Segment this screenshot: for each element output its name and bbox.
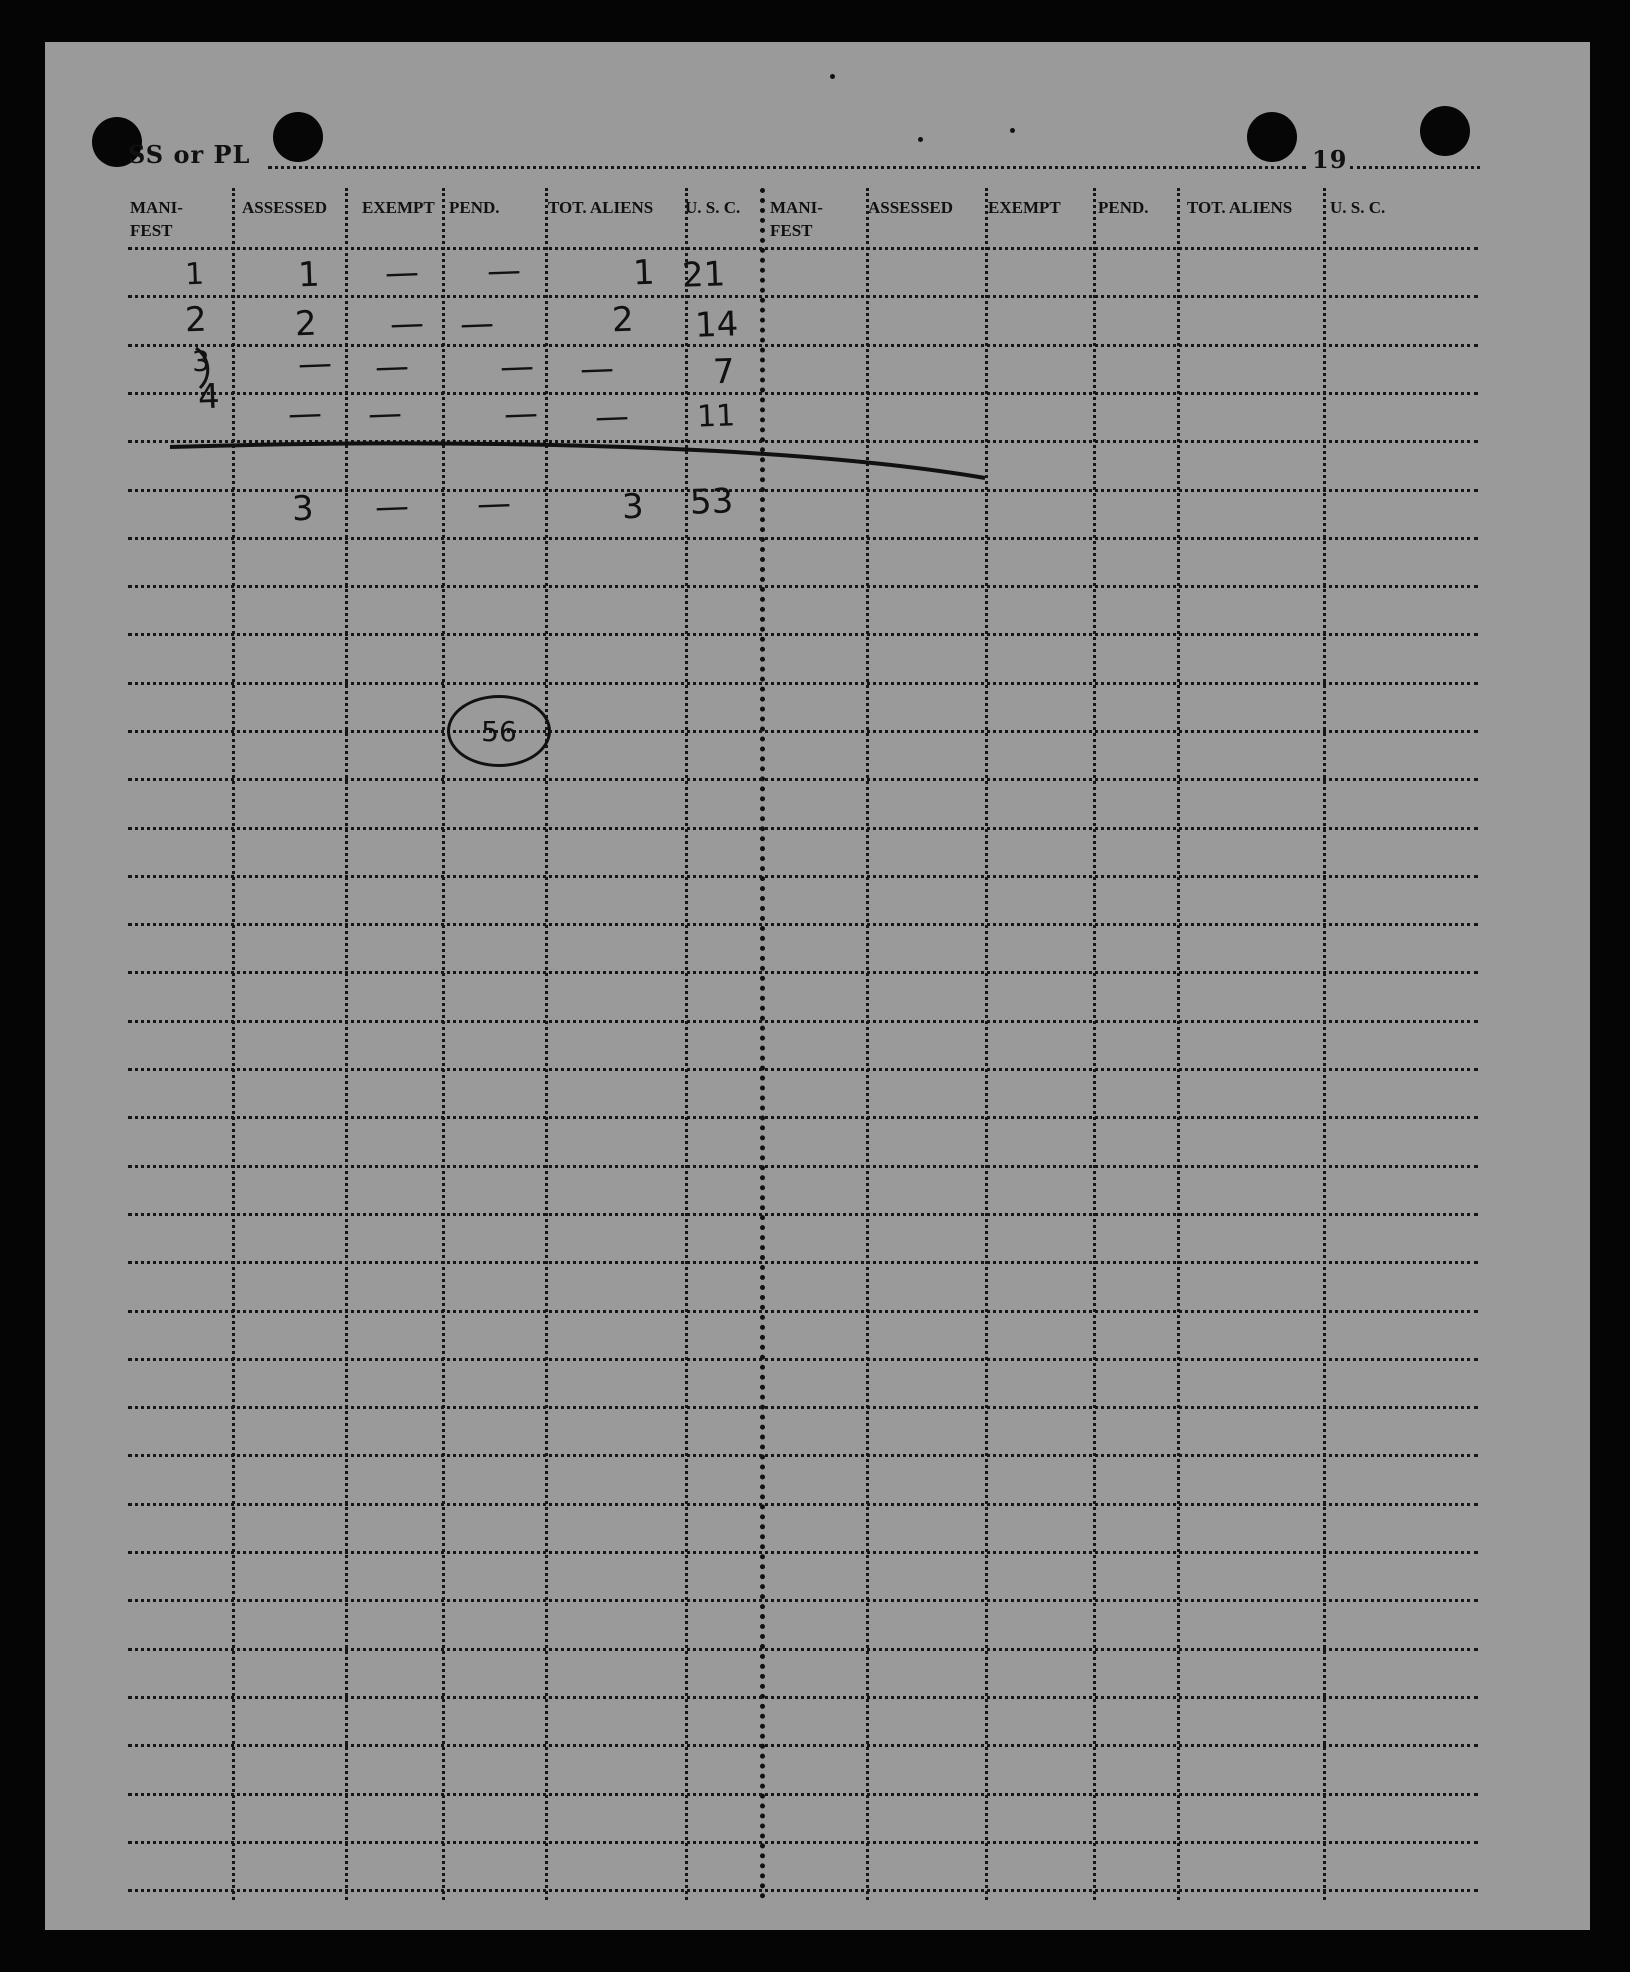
row-1-usc: 21	[681, 254, 726, 296]
col-header-pend: PEND.	[449, 198, 500, 217]
row-4-pend: —	[503, 393, 539, 435]
row-1-pend: —	[486, 250, 522, 292]
col-header-exempt-2: EXEMPT	[988, 198, 1061, 217]
total-pend: —	[476, 483, 512, 525]
col-header-pend-2: PEND.	[1098, 198, 1149, 217]
row-3-usc: 7	[712, 351, 736, 393]
row-3-manifest: 3	[191, 344, 211, 379]
col-header-manifest-2: MANI- FEST	[770, 198, 823, 240]
col-header-manifest: MANI- FEST	[130, 198, 183, 240]
row-3-exempt: —	[374, 346, 410, 388]
row-1-manifest: 1	[184, 256, 205, 293]
row-3-tot-aliens: —	[579, 348, 615, 390]
row-4-manifest: 4	[197, 376, 221, 418]
row-4-usc: 11	[696, 398, 736, 435]
col-header-exempt: EXEMPT	[362, 198, 435, 217]
row-4-exempt: —	[367, 393, 403, 435]
row-2-pend: —	[459, 303, 495, 345]
col-header-tot-aliens: TOT. ALIENS	[548, 198, 654, 217]
year-prefix-label: 19	[1312, 145, 1348, 174]
row-4-tot-aliens: —	[594, 396, 630, 438]
col-header-assessed: ASSESSED	[242, 198, 328, 217]
total-assessed: 3	[291, 488, 315, 530]
row-4-assessed: —	[287, 393, 323, 435]
row-3-pend: —	[499, 346, 535, 388]
total-underline	[170, 443, 985, 478]
row-2-assessed: 2	[294, 303, 318, 345]
row-2-usc: 14	[694, 304, 739, 346]
row-2-manifest: 2	[184, 299, 208, 341]
row-2-exempt: —	[389, 303, 425, 345]
manifest-bracket	[196, 348, 208, 388]
row-1-assessed: 1	[297, 254, 321, 296]
row-3-assessed: —	[297, 343, 333, 385]
circled-total: 56	[447, 695, 551, 767]
col-header-usc-2: U. S. C.	[1330, 198, 1386, 217]
col-header-usc: U. S. C.	[685, 198, 741, 217]
total-tot-aliens: 3	[621, 486, 645, 528]
row-2-tot-aliens: 2	[611, 299, 635, 341]
col-header-assessed-2: ASSESSED	[868, 198, 954, 217]
col-header-tot-aliens-2: TOT. ALIENS	[1187, 198, 1293, 217]
ss-or-pl-label: SS or PL	[128, 140, 251, 169]
total-usc: 53	[689, 481, 734, 523]
total-exempt: —	[374, 486, 410, 528]
row-1-tot-aliens: 1	[632, 252, 656, 294]
row-1-exempt: —	[384, 252, 420, 294]
